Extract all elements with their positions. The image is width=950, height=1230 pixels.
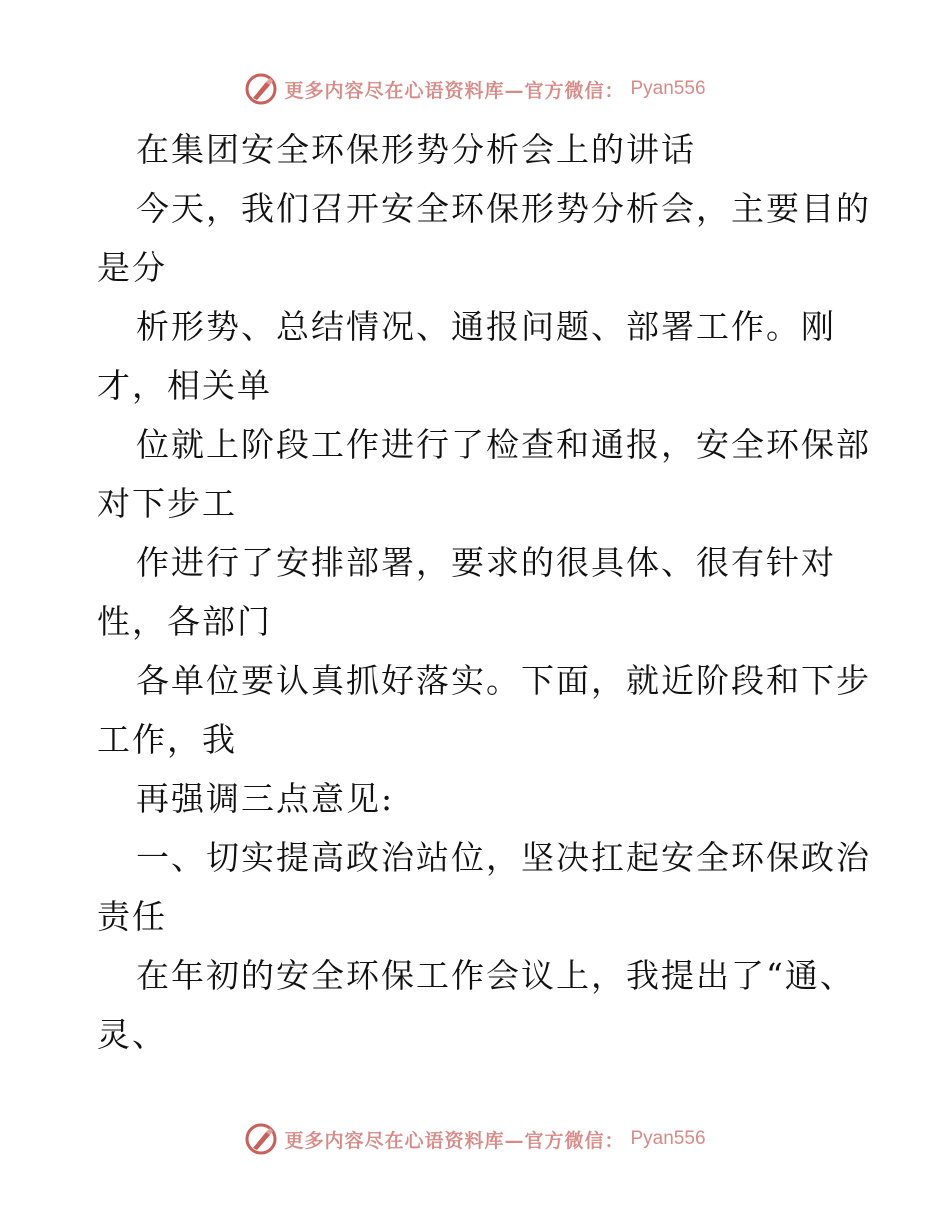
watermark-wechat-id: Pyan556: [630, 1128, 706, 1149]
watermark-text: 更多内容尽在心语资料库—官方微信：: [284, 79, 625, 102]
text-line: 今天，我们召开安全环保形势分析会，主要目的: [136, 189, 871, 228]
document-title: 在集团安全环保形势分析会上的讲话: [136, 130, 696, 169]
footer-watermark: [0, 1122, 950, 1156]
text-line: 位就上阶段工作进行了检查和通报，安全环保部: [136, 425, 871, 464]
watermark-wechat-id: Pyan556: [630, 78, 706, 99]
text-line: 再强调三点意见:: [136, 779, 395, 818]
section-heading-line: 一、切实提高政治站位，坚决扛起安全环保政治: [136, 838, 871, 877]
text-line: 析形势、总结情况、通报问题、部署工作。刚: [136, 307, 836, 346]
text-line: 是分: [97, 248, 167, 287]
document-body: [97, 120, 871, 1064]
text-line: 对下步工: [97, 484, 237, 523]
text-line: 灵、: [97, 1015, 167, 1054]
text-line: 在年初的安全环保工作会议上，我提出了“通、: [136, 956, 855, 995]
header-watermark: [0, 72, 950, 106]
text-line: 工作，我: [97, 720, 237, 759]
section-heading-line: 责任: [97, 897, 167, 936]
text-line: 各单位要认真抓好落实。下面，就近阶段和下步: [136, 661, 871, 700]
text-line: 才，相关单: [97, 366, 272, 405]
text-line: 性，各部门: [97, 602, 272, 641]
text-line: 作进行了安排部署，要求的很具体、很有针对: [136, 543, 836, 582]
watermark-text: 更多内容尽在心语资料库—官方微信：: [284, 1129, 625, 1152]
pen-logo-icon: [244, 72, 278, 106]
pen-logo-icon: [244, 1122, 278, 1156]
